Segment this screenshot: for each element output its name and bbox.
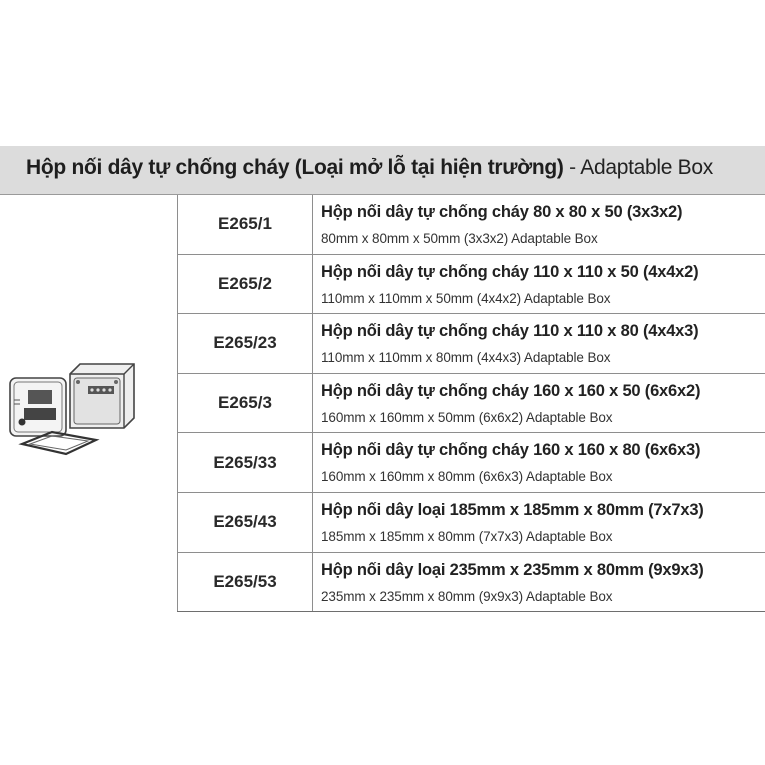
product-name-vi: Hộp nối dây loại 185mm x 185mm x 80mm (7x7x3) — [321, 500, 704, 519]
section-title-en: Adaptable Box — [580, 156, 713, 179]
product-code: E265/33 — [177, 433, 313, 492]
section-title-separator: - — [569, 156, 576, 179]
box-lid-drawing — [10, 378, 66, 436]
product-description — [321, 501, 765, 544]
product-name-vi: Hộp nối dây tự chống cháy 110 x 110 x 50 (4x4x2) — [321, 262, 699, 281]
product-name-vi: Hộp nối dây loại 235mm x 235mm x 80mm (9x9x3) — [321, 560, 704, 579]
product-code: E265/23 — [177, 314, 313, 373]
product-description — [321, 441, 765, 484]
product-name-en: 160mm x 160mm x 80mm (6x6x3) Adaptable Box — [321, 469, 613, 485]
section-header — [0, 146, 765, 195]
product-description — [321, 322, 765, 365]
product-name-en: 110mm x 110mm x 50mm (4x4x2) Adaptable Box — [321, 290, 611, 306]
product-name-vi: Hộp nối dây tự chống cháy 160 x 160 x 50 (6x6x2) — [321, 381, 701, 400]
adaptable-box-illustration — [8, 360, 140, 460]
product-name-vi: Hộp nối dây tự chống cháy 80 x 80 x 50 (3x3x2) — [321, 203, 683, 221]
product-code: E265/1 — [177, 195, 313, 254]
table-row — [177, 195, 765, 255]
table-row — [177, 374, 765, 434]
box-body-drawing — [70, 364, 134, 428]
product-name-en: 160mm x 160mm x 50mm (6x6x2) Adaptable Box — [321, 409, 613, 425]
table-row — [177, 255, 765, 315]
section-title-vi: Hộp nối dây tự chống cháy (Loại mở lỗ tại hiện trường) — [26, 156, 564, 179]
product-name-vi: Hộp nối dây tự chống cháy 110 x 110 x 80 (4x4x3) — [321, 322, 699, 341]
product-description — [321, 382, 765, 425]
product-table — [177, 195, 765, 612]
table-row — [177, 493, 765, 553]
product-code: E265/2 — [177, 255, 313, 314]
product-description — [321, 561, 765, 604]
product-code: E265/3 — [177, 374, 313, 433]
product-code: E265/43 — [177, 493, 313, 552]
product-name-en: 235mm x 235mm x 80mm (9x9x3) Adaptable Box — [321, 588, 613, 604]
product-name-vi: Hộp nối dây tự chống cháy 160 x 160 x 80 (6x6x3) — [321, 441, 701, 460]
product-description — [321, 203, 765, 246]
product-name-en: 110mm x 110mm x 80mm (4x4x3) Adaptable Box — [321, 350, 611, 366]
product-name-en: 185mm x 185mm x 80mm (7x7x3) Adaptable Box — [321, 528, 613, 544]
section-title — [26, 156, 713, 180]
product-description — [321, 263, 765, 306]
table-row — [177, 433, 765, 493]
table-row — [177, 553, 765, 613]
product-name-en: 80mm x 80mm x 50mm (3x3x2) Adaptable Box — [321, 231, 598, 246]
product-code: E265/53 — [177, 553, 313, 612]
product-image-cell — [0, 195, 177, 618]
table-row — [177, 314, 765, 374]
